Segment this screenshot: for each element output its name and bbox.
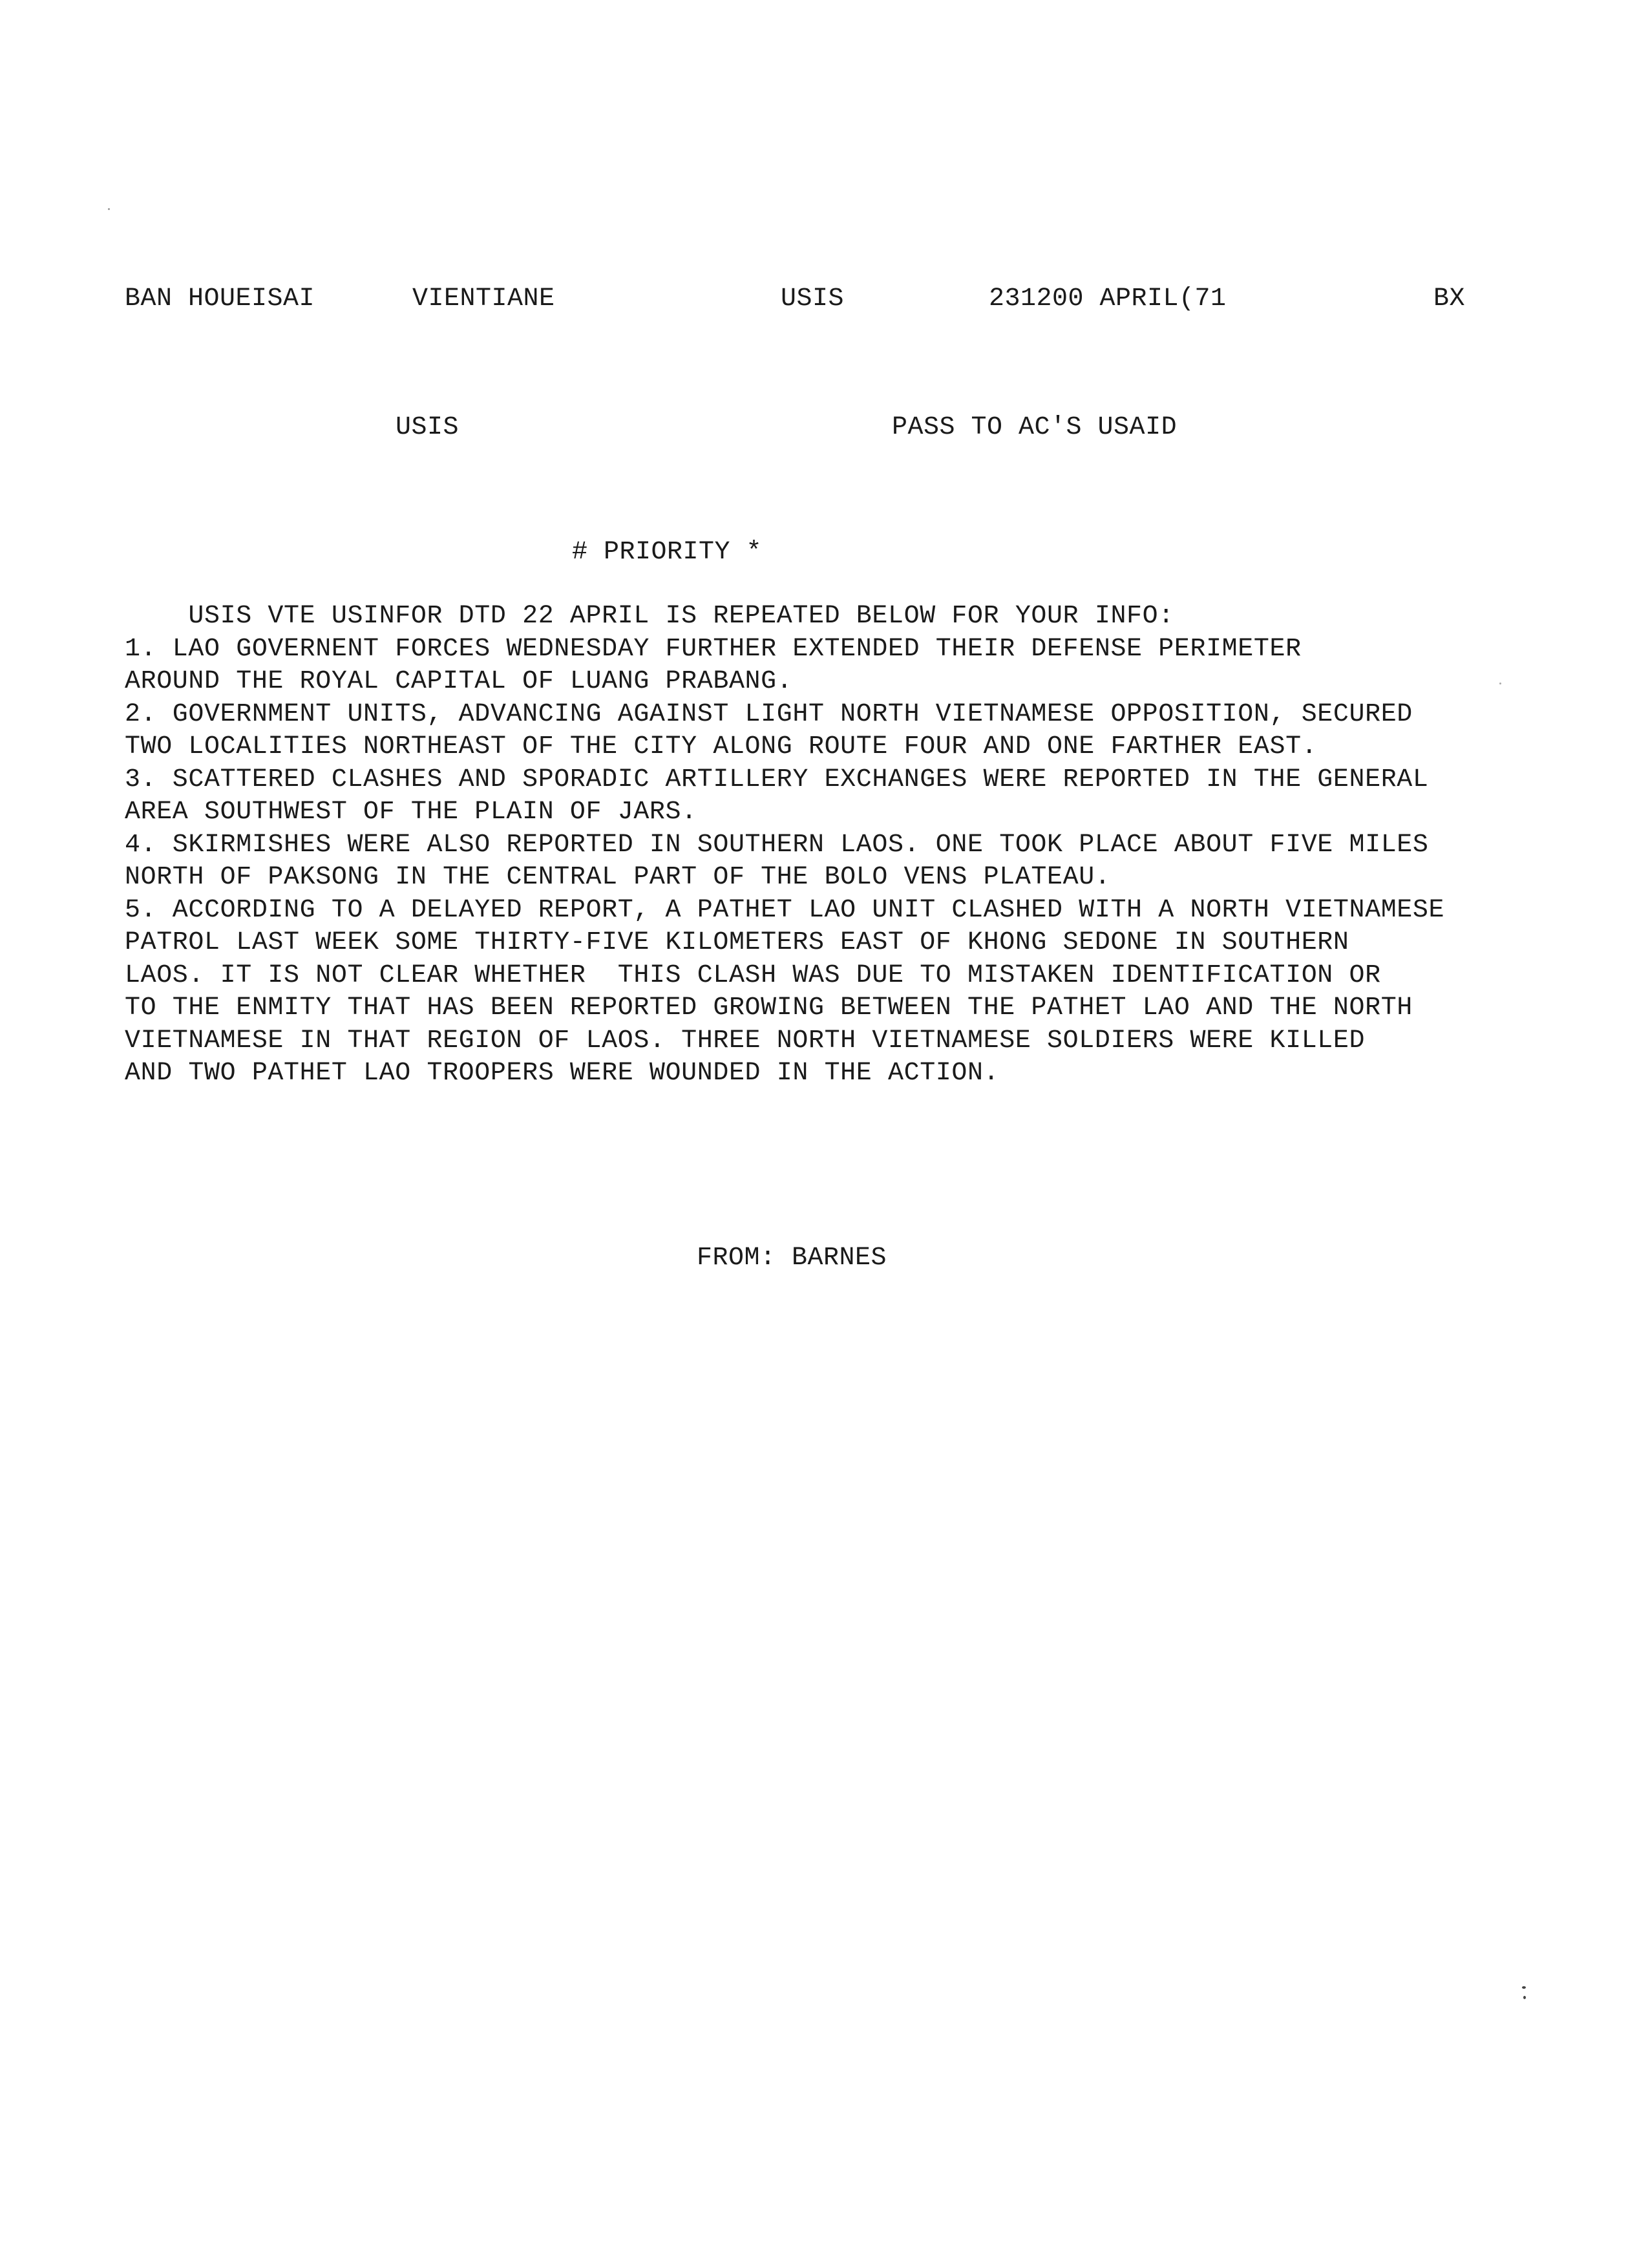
body-line: NORTH OF PAKSONG IN THE CENTRAL PART OF THE BOLO VENS PLATEAU. (125, 863, 1111, 892)
header-origin: BAN HOUEISAI (125, 284, 315, 313)
body-line: AREA SOUTHWEST OF THE PLAIN OF JARS. (125, 798, 697, 827)
body-line: USIS VTE USINFOR DTD 22 APRIL IS REPEATED BELOW FOR YOUR INFO: (125, 602, 1174, 631)
body-line: 3. SCATTERED CLASHES AND SPORADIC ARTILLERY EXCHANGES WERE REPORTED IN THE GENERAL (125, 765, 1429, 794)
body-line: VIETNAMESE IN THAT REGION OF LAOS. THREE NORTH VIETNAMESE SOLDIERS WERE KILLED (125, 1026, 1366, 1055)
body-line: AROUND THE ROYAL CAPITAL OF LUANG PRABANG. (125, 667, 793, 696)
header-code: BX (1433, 284, 1466, 313)
precedence-marker: # PRIORITY * (572, 538, 763, 567)
body-line: TWO LOCALITIES NORTHEAST OF THE CITY ALONG ROUTE FOUR AND ONE FARTHER EAST. (125, 732, 1318, 761)
scan-speck (108, 208, 110, 210)
message-body (125, 600, 1534, 1090)
header-agency: USIS (781, 284, 845, 313)
body-line: 2. GOVERNMENT UNITS, ADVANCING AGAINST LIGHT NORTH VIETNAMESE OPPOSITION, SECURED (125, 699, 1413, 729)
routing-pass: PASS TO AC'S USAID (892, 413, 1178, 442)
body-line: 1. LAO GOVERNENT FORCES WEDNESDAY FURTHER EXTENDED THEIR DEFENSE PERIMETER (125, 634, 1302, 664)
body-line: 4. SKIRMISHES WERE ALSO REPORTED IN SOUTHERN LAOS. ONE TOOK PLACE ABOUT FIVE MILES (125, 830, 1429, 860)
body-line: AND TWO PATHET LAO TROOPERS WERE WOUNDED IN THE ACTION. (125, 1059, 1000, 1088)
body-line: LAOS. IT IS NOT CLEAR WHETHER THIS CLASH WAS DUE TO MISTAKEN IDENTIFICATION OR (125, 960, 1381, 990)
header-date-time-group: 231200 APRIL(71 (989, 284, 1227, 313)
header-destination: VIENTIANE (412, 284, 555, 313)
body-line: PATROL LAST WEEK SOME THIRTY-FIVE KILOMETERS EAST OF KHONG SEDONE IN SOUTHERN (125, 928, 1349, 957)
scan-speck (1499, 683, 1501, 684)
scan-speck (1523, 1996, 1526, 1999)
scan-speck (1522, 1986, 1526, 1989)
signature: FROM: BARNES (697, 1244, 887, 1273)
body-line: TO THE ENMITY THAT HAS BEEN REPORTED GROWING BETWEEN THE PATHET LAO AND THE NORTH (125, 993, 1413, 1023)
body-line: 5. ACCORDING TO A DELAYED REPORT, A PATHET LAO UNIT CLASHED WITH A NORTH VIETNAMESE (125, 895, 1445, 925)
routing-to: USIS (396, 413, 460, 442)
